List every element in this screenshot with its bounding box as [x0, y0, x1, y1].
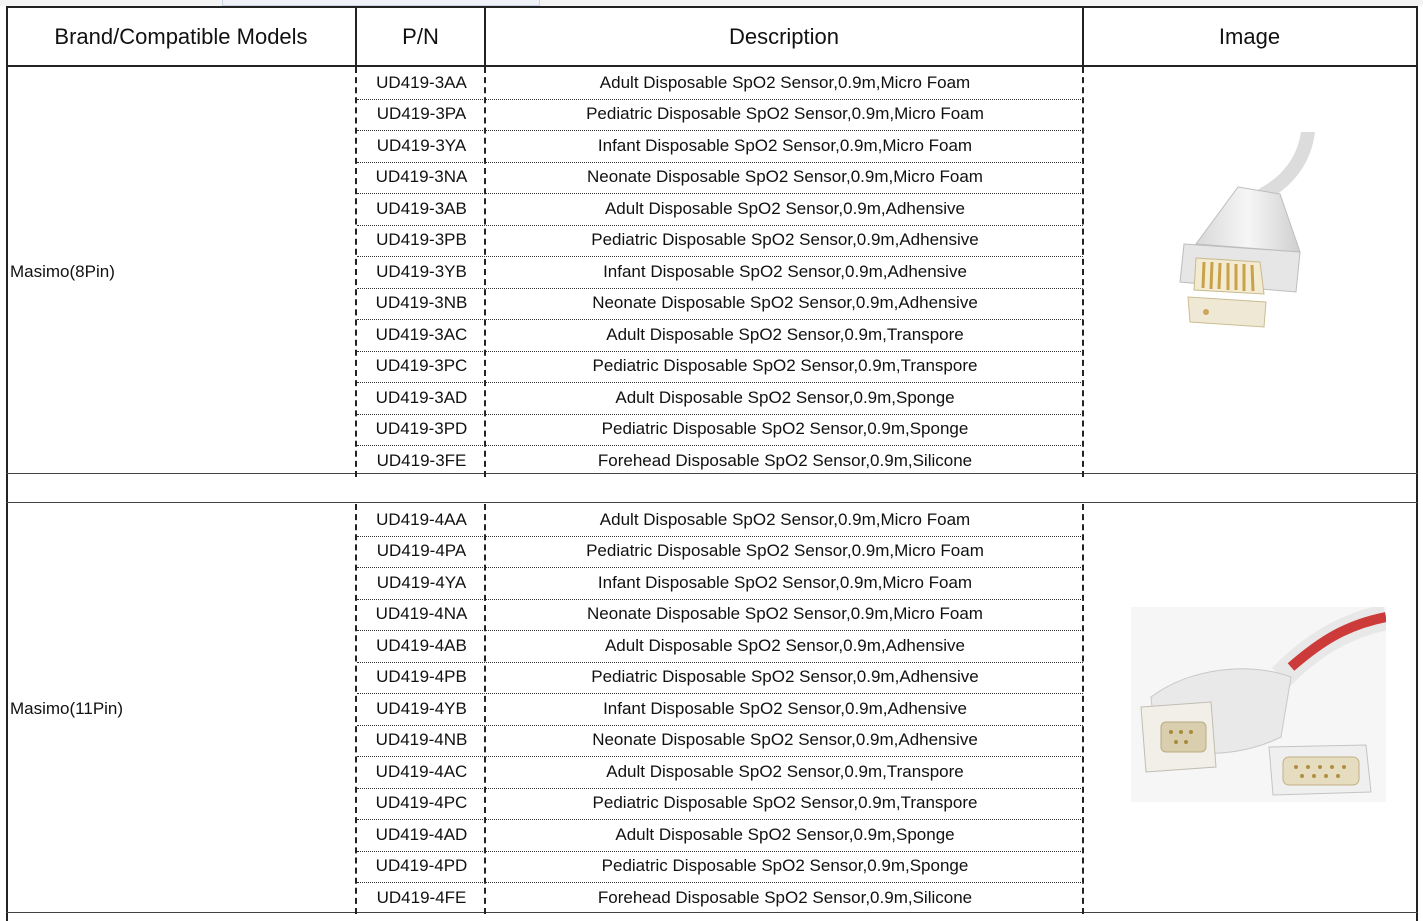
description: Adult Disposable SpO2 Sensor,0.9m,Micro Foam — [599, 509, 971, 529]
part-number: UD419-4PC — [375, 793, 468, 812]
part-number: UD419-4PA — [376, 541, 467, 560]
part-number: UD419-4PB — [376, 667, 467, 686]
group-separator — [6, 473, 1418, 503]
header-pn: P/N — [402, 23, 439, 49]
column-divider — [355, 504, 357, 914]
part-number: UD419-3NB — [375, 293, 468, 312]
part-number: UD419-3NA — [375, 167, 468, 186]
part-number: UD419-4AC — [375, 761, 468, 781]
part-number: UD419-4AD — [375, 824, 468, 844]
description: Pediatric Disposable SpO2 Sensor,0.9m,Sponge — [601, 856, 969, 875]
header-image: Image — [1218, 23, 1281, 49]
description: Adult Disposable SpO2 Sensor,0.9m,Adhensive — [604, 635, 966, 655]
part-number: UD419-3AC — [375, 324, 468, 344]
part-number: UD419-3AD — [375, 387, 468, 407]
description: Adult Disposable SpO2 Sensor,0.9m,Micro Foam — [599, 72, 971, 92]
description: Pediatric Disposable SpO2 Sensor,0.9m,Micro Foam — [586, 104, 984, 123]
header-divider-2 — [484, 6, 486, 67]
description: Infant Disposable SpO2 Sensor,0.9m,Adhensive — [603, 261, 967, 281]
description: Neonate Disposable SpO2 Sensor,0.9m,Adhensive — [592, 730, 978, 749]
header-divider-3 — [1082, 6, 1084, 67]
description: Pediatric Disposable SpO2 Sensor,0.9m,Transpore — [592, 356, 978, 375]
part-number: UD419-3AB — [376, 198, 467, 218]
header-divider-1 — [355, 6, 357, 67]
masimo-11pin-connector-photo — [1131, 607, 1386, 802]
description: Pediatric Disposable SpO2 Sensor,0.9m,Adhensive — [591, 230, 979, 249]
part-number: UD419-3YB — [376, 261, 467, 281]
description: Neonate Disposable SpO2 Sensor,0.9m,Adhensive — [592, 293, 978, 312]
part-number: UD419-4YA — [376, 572, 467, 592]
description: Pediatric Disposable SpO2 Sensor,0.9m,Adhensive — [591, 667, 979, 686]
description: Pediatric Disposable SpO2 Sensor,0.9m,Transpore — [592, 793, 978, 812]
part-number: UD419-3AA — [376, 72, 467, 92]
description: Adult Disposable SpO2 Sensor,0.9m,Transpore — [606, 761, 964, 781]
part-number: UD419-4YB — [376, 698, 467, 718]
part-number: UD419-4PD — [375, 856, 468, 875]
description: Forehead Disposable SpO2 Sensor,0.9m,Silicone — [597, 887, 973, 907]
description: Infant Disposable SpO2 Sensor,0.9m,Micro Foam — [597, 135, 973, 155]
description: Adult Disposable SpO2 Sensor,0.9m,Sponge — [615, 824, 955, 844]
part-number: UD419-3PA — [376, 104, 467, 123]
part-number: UD419-4NA — [375, 604, 468, 623]
description: Infant Disposable SpO2 Sensor,0.9m,Adhensive — [603, 698, 967, 718]
part-number: UD419-4FE — [376, 887, 467, 907]
masimo-8pin-connector-photo — [1176, 132, 1326, 332]
description: Neonate Disposable SpO2 Sensor,0.9m,Micro Foam — [587, 167, 983, 186]
description: Pediatric Disposable SpO2 Sensor,0.9m,Sponge — [601, 419, 969, 438]
part-number: UD419-3YA — [376, 135, 467, 155]
part-number: UD419-3PC — [375, 356, 468, 375]
table-header — [6, 6, 1418, 67]
description: Forehead Disposable SpO2 Sensor,0.9m,Silicone — [597, 450, 973, 470]
brand-label: Masimo(11Pin) — [10, 698, 124, 718]
column-divider — [355, 67, 357, 477]
brand-label: Masimo(8Pin) — [10, 261, 115, 281]
header-description: Description — [728, 23, 840, 49]
header-brand: Brand/Compatible Models — [54, 23, 308, 49]
description: Pediatric Disposable SpO2 Sensor,0.9m,Micro Foam — [586, 541, 984, 560]
part-number: UD419-4AA — [376, 509, 467, 529]
part-number: UD419-3PD — [375, 419, 468, 438]
description: Infant Disposable SpO2 Sensor,0.9m,Micro Foam — [597, 572, 973, 592]
description: Adult Disposable SpO2 Sensor,0.9m,Sponge — [615, 387, 955, 407]
description: Adult Disposable SpO2 Sensor,0.9m,Adhensive — [604, 198, 966, 218]
description: Adult Disposable SpO2 Sensor,0.9m,Transpore — [606, 324, 964, 344]
part-number: UD419-4NB — [375, 730, 468, 749]
part-number: UD419-3FE — [376, 450, 467, 470]
description: Neonate Disposable SpO2 Sensor,0.9m,Micro Foam — [587, 604, 983, 623]
part-number: UD419-4AB — [376, 635, 467, 655]
part-number: UD419-3PB — [376, 230, 467, 249]
